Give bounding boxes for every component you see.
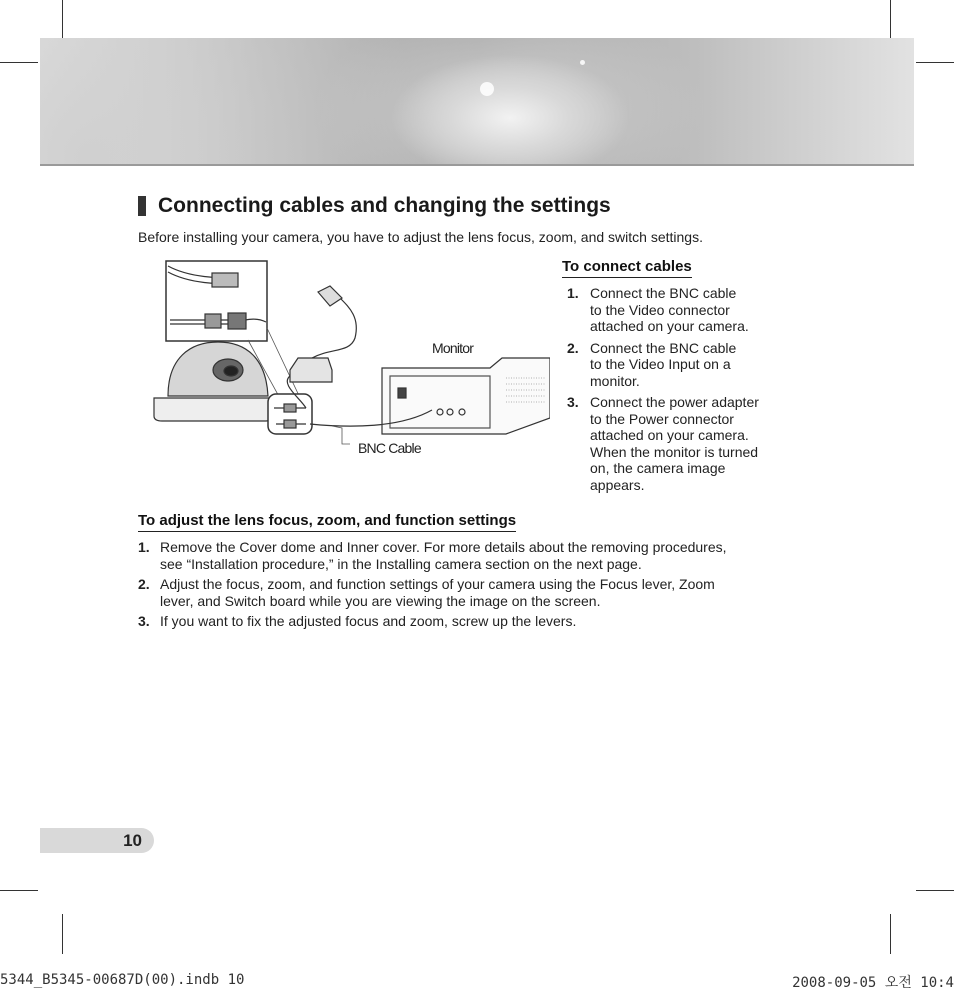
list-item <box>138 576 798 609</box>
step-number: 3. <box>138 613 150 629</box>
camera-base <box>154 398 272 421</box>
step-text <box>160 613 576 630</box>
footer-timestamp: 2008-09-05 오전 10:4 <box>792 975 954 991</box>
step-line: monitor. <box>590 372 640 389</box>
footer-file-info: 5344_B5345-00687D(00).indb 10 <box>0 972 245 988</box>
power-adapter <box>290 358 332 382</box>
step-line: to the Power connector <box>590 410 734 427</box>
crop-mark <box>0 62 38 63</box>
intro-text: Before installing your camera, you have to adjust the lens focus, zoom, and switch settings. <box>138 229 703 245</box>
power-plug <box>318 286 342 306</box>
lens-reflection <box>480 82 494 96</box>
step-number: 2. <box>138 576 150 592</box>
connector-plug <box>284 404 296 412</box>
step-line: lever, and Switch board while you are viewing the image on the screen. <box>160 592 601 609</box>
step-line: Connect the BNC cable <box>590 285 737 301</box>
step-line: see “Installation procedure,” in the Installing camera section on the next page. <box>160 555 642 572</box>
step-line: If you want to fix the adjusted focus and zoom, screw up the levers. <box>160 613 577 629</box>
adjust-settings-heading: To adjust the lens focus, zoom, and function settings <box>138 512 516 532</box>
monitor-label: Monitor <box>432 340 474 356</box>
list-item <box>567 285 787 335</box>
power-cord <box>312 298 356 358</box>
step-line: Connect the power adapter <box>590 394 759 410</box>
step-text <box>160 576 715 609</box>
step-line: Remove the Cover dome and Inner cover. For more details about the removing procedures, <box>160 539 727 555</box>
step-text <box>590 394 759 493</box>
adjust-steps-list <box>138 539 798 630</box>
header-banner-image <box>40 38 914 166</box>
step-line: When the monitor is turned <box>590 443 759 460</box>
step-number: 1. <box>138 539 150 555</box>
list-item <box>138 539 798 572</box>
connection-diagram <box>150 258 550 478</box>
step-line: on, the camera image <box>590 460 726 476</box>
crop-mark <box>890 0 891 38</box>
lens-reflection <box>580 60 585 65</box>
section-title-text: Connecting cables and changing the settings <box>158 194 611 217</box>
step-text <box>590 340 736 390</box>
list-item <box>138 613 798 630</box>
inset-bnc-plug <box>228 313 246 329</box>
crop-mark <box>62 0 63 38</box>
crop-mark <box>62 914 63 954</box>
bnc-cable-label: BNC Cable <box>358 440 421 456</box>
camera-lens-glass <box>224 366 238 376</box>
section-title <box>138 192 611 220</box>
connect-steps-list <box>567 285 787 493</box>
list-item <box>567 340 787 390</box>
step-number: 2. <box>567 339 579 356</box>
inset-plug <box>212 273 238 287</box>
list-item <box>567 394 787 493</box>
inset-bnc-plug <box>205 314 221 328</box>
step-line: to the Video Input on a <box>590 356 731 372</box>
connector-plug <box>284 420 296 428</box>
step-line: to the Video connector <box>590 301 730 318</box>
title-bar-marker <box>138 196 146 216</box>
step-number: 3. <box>567 394 579 410</box>
step-text <box>160 539 727 572</box>
bnc-leader <box>332 426 350 444</box>
crop-mark <box>890 914 891 954</box>
connect-cables-heading: To connect cables <box>562 258 692 278</box>
monitor-switch <box>398 388 406 398</box>
monitor <box>382 358 550 434</box>
crop-mark <box>0 890 38 891</box>
step-line: attached on your camera. <box>590 427 749 443</box>
step-number: 1. <box>567 285 579 301</box>
step-line: attached on your camera. <box>590 318 749 334</box>
page-number: 10 <box>40 828 154 853</box>
step-line: appears. <box>590 476 645 493</box>
step-text <box>590 285 749 335</box>
step-line: Adjust the focus, zoom, and function settings of your camera using the Focus lever, Zoom <box>160 576 715 592</box>
crop-mark <box>916 890 954 891</box>
step-line: Connect the BNC cable <box>590 339 737 356</box>
crop-mark <box>916 62 954 63</box>
